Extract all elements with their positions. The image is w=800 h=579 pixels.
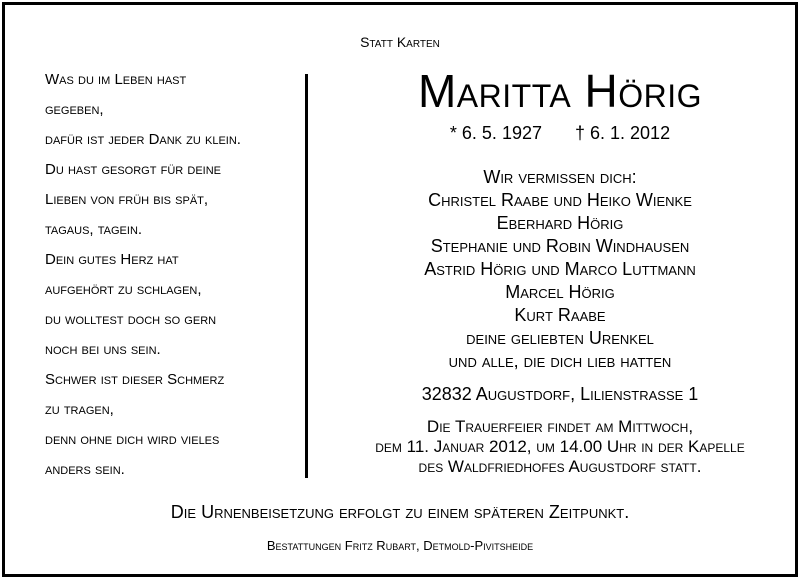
poem-line: tagaus, tagein. xyxy=(45,221,143,238)
mourner-line: Marcel Hörig xyxy=(505,282,615,302)
mourners-intro: Wir vermissen dich: xyxy=(483,167,637,187)
undertaker: Bestattungen Fritz Rubart, Detmold-Pivitsheide xyxy=(266,538,534,553)
poem-line: Was du im Leben hast xyxy=(45,71,187,88)
service-line: dem 11. Januar 2012, um 14.00 Uhr in der Kapelle xyxy=(375,437,745,456)
mourner-line: Astrid Hörig und Marco Luttmann xyxy=(424,259,696,279)
mourners-list xyxy=(325,166,795,373)
poem-line: Lieben von früh bis spät, xyxy=(45,191,209,208)
poem-line: gegeben, xyxy=(45,101,104,118)
poem-line: anders sein. xyxy=(45,461,125,478)
mourner-line: Stephanie und Robin Windhausen xyxy=(430,236,690,256)
poem-line: du wolltest doch so gern xyxy=(45,311,217,328)
service-line: Die Trauerfeier findet am Mittwoch, xyxy=(426,417,694,436)
urn-burial-note: Die Urnenbeisetzung erfolgt zu einem späteren Zeitpunkt. xyxy=(170,502,630,522)
funeral-service-info xyxy=(325,417,795,477)
poem-line: dafür ist jeder Dank zu klein. xyxy=(45,131,241,148)
poem-line: denn ohne dich wird vieles xyxy=(45,431,220,448)
deceased-name: Maritta Hörig xyxy=(417,65,702,117)
poem-line: Schwer ist dieser Schmerz xyxy=(45,371,225,388)
mourner-line: Eberhard Hörig xyxy=(496,213,624,233)
poem-line: Du hast gesorgt für deine xyxy=(45,161,222,178)
service-line: des Waldfriedhofes Augustdorf statt. xyxy=(418,457,702,476)
poem-line: zu tragen, xyxy=(45,401,114,418)
address: 32832 Augustdorf, Lilienstrasse 1 xyxy=(421,384,699,404)
header-statt-karten: Statt Karten xyxy=(360,34,440,50)
mourner-line: Kurt Raabe xyxy=(514,305,606,325)
mourner-line: Christel Raabe und Heiko Wienke xyxy=(428,190,692,210)
poem-line: aufgehört zu schlagen, xyxy=(45,281,202,298)
death-date: † 6. 1. 2012 xyxy=(575,123,671,143)
obituary-card xyxy=(2,2,798,577)
poem-line: Dein gutes Herz hat xyxy=(45,251,179,268)
vertical-divider xyxy=(305,74,308,478)
poem-line: noch bei uns sein. xyxy=(45,341,161,358)
mourner-line: und alle, die dich lieb hatten xyxy=(448,351,672,371)
mourner-line: deine geliebten Urenkel xyxy=(466,328,654,348)
life-dates xyxy=(325,121,795,145)
poem xyxy=(45,65,295,485)
birth-date: * 6. 5. 1927 xyxy=(449,123,542,143)
